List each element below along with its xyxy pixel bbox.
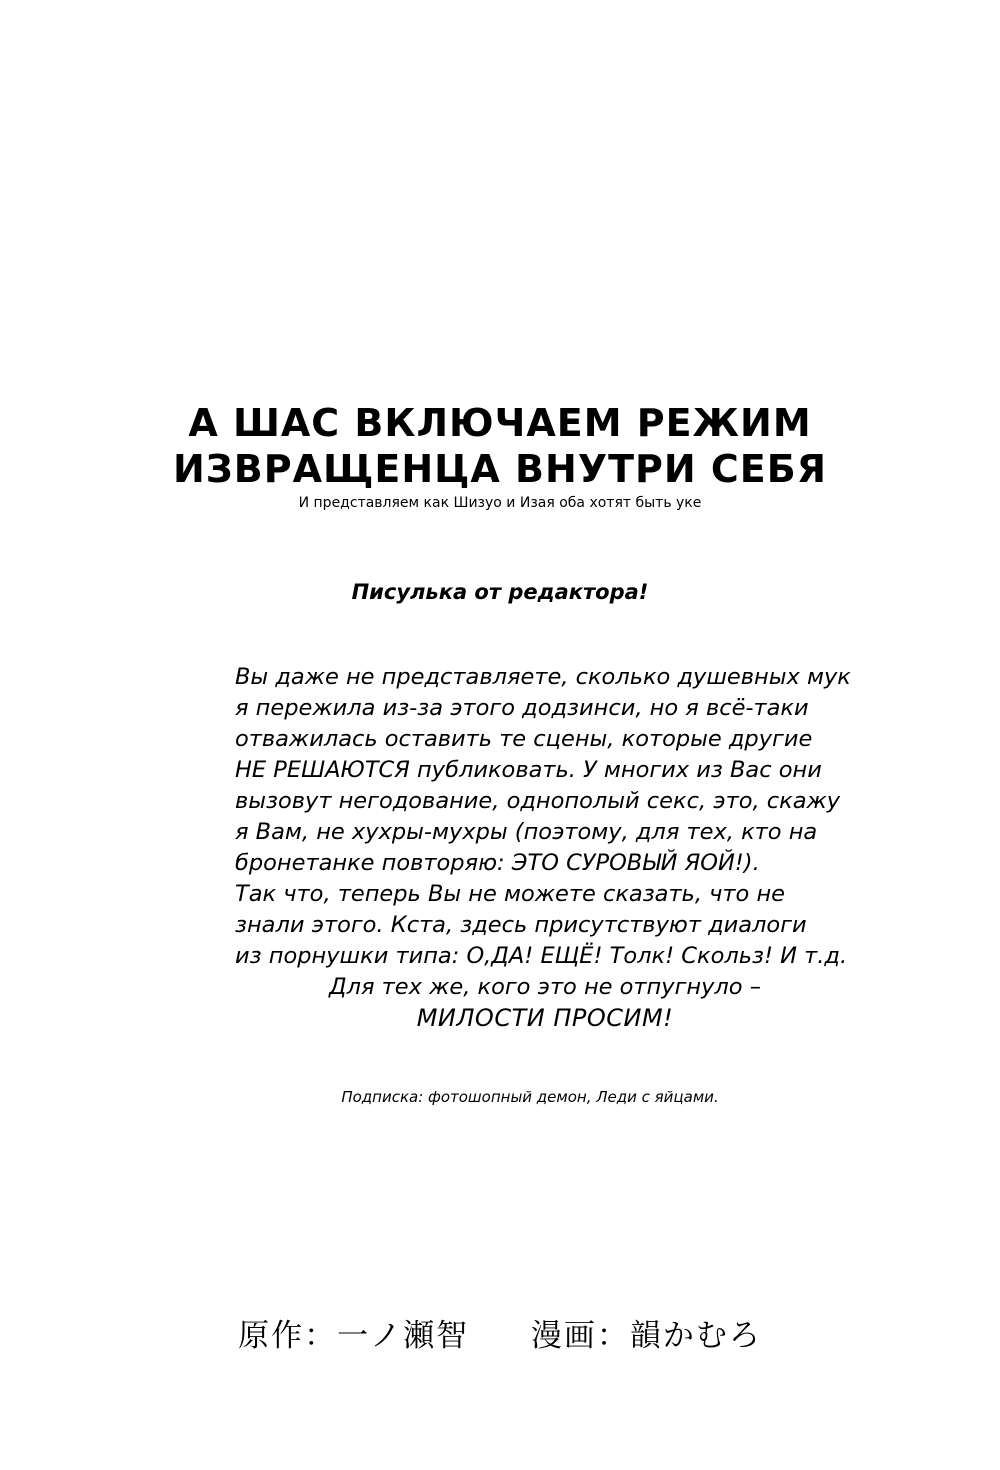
editor-note-body [235, 662, 855, 1034]
note-line: из порнушки типа: О,ДА! ЕЩЁ! Толк! Скольз! И т.д. [235, 943, 848, 969]
credits-block [0, 1310, 1000, 1355]
note-line: вызовут негодование, однополый секс, это, скажу [235, 788, 841, 814]
credit-author: 原作：一ノ瀬智 [238, 1318, 470, 1354]
note-line: отважилась оставить те сцены, которые другие [235, 726, 813, 752]
heading-line-1: А ШАС ВКЛЮЧАЕМ РЕЖИМ [188, 401, 812, 445]
note-closing-line: Для тех же, кого это не отпугнуло – [329, 974, 761, 1000]
heading-block [0, 400, 1000, 512]
credit-artist: 漫画：韻かむろ [530, 1318, 762, 1354]
note-line: Вы даже не представляете, сколько душевных мук [235, 664, 851, 690]
heading-line-2: ИЗВРАЩЕНЦА ВНУТРИ СЕБЯ [173, 447, 827, 491]
editor-note-title: Писулька от редактора! [351, 580, 649, 604]
note-line: я пережила из-за этого додзинси, но я всё-таки [235, 695, 809, 721]
note-line: я Вам, не хухры-мухры (поэтому, для тех, кто на [235, 819, 818, 845]
heading-subtitle: И представляем как Шизуо и Изая оба хотят быть уке [298, 495, 702, 511]
note-closing-shout: МИЛОСТИ ПРОСИМ! [416, 1004, 674, 1032]
editor-signature: Подписка: фотошопный демон, Леди с яйцами. [341, 1088, 719, 1106]
note-line: НЕ РЕШАЮТСЯ публиковать. У многих из Вас они [235, 757, 822, 783]
note-line: Так что, теперь Вы не можете сказать, что не [235, 881, 785, 907]
note-line: знали этого. Кста, здесь присутствуют диалоги [235, 912, 807, 938]
note-line: бронетанке повторяю: ЭТО СУРОВЫЙ ЯОЙ!). [235, 850, 760, 876]
